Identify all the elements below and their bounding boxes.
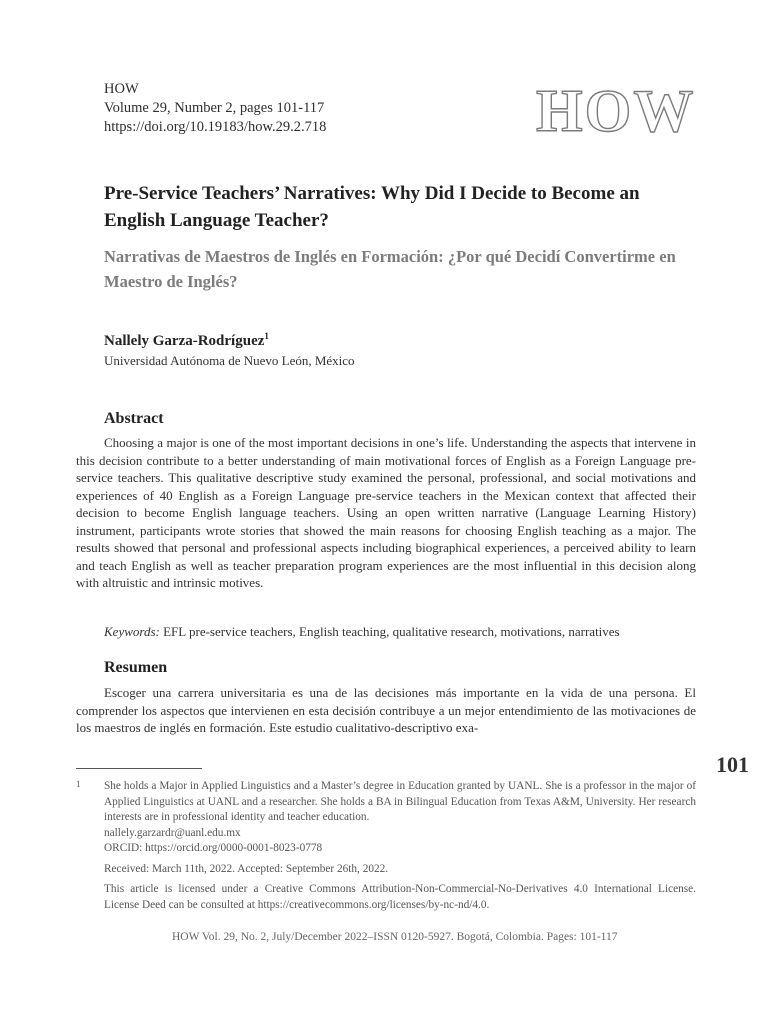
footnote-mark: 1 [76, 779, 81, 789]
footnote-divider [76, 768, 202, 769]
page-number: 101 [716, 752, 749, 777]
journal-name: HOW [104, 81, 139, 97]
author-name-text: Nallely Garza-Rodríguez [104, 333, 265, 349]
keywords-list: EFL pre-service teachers, English teaching, qualitative research, motivations, narratives [163, 624, 620, 639]
resumen-text: Escoger una carrera universitaria es una de las decisiones más importante en la vida de una persona. El comprender los aspectos que intervienen en esta decisión contribuye a un mejor entendimiento de las motivaciones de los maestros de inglés en formación. Este estudio cualitativo-descriptivo exa- [76, 685, 696, 735]
doi-link[interactable]: https://doi.org/10.19183/how.29.2.718 [104, 119, 327, 135]
author-affiliation: Universidad Autónoma de Nuevo León, México [104, 353, 355, 368]
keywords-line [104, 624, 620, 640]
abstract-text: Choosing a major is one of the most important decisions in one’s life. Understanding the aspects that intervene in this decision contribute to a better understanding of main motivational forces of English as a Foreign Language pre-service teachers. This qualitative descriptive study examined the personal, professional, and social motivations and experiences of 40 English as a Foreign Language pre-service teachers in the Mexican context that affected their decision to become English language teachers. Using an open written narrative (Language Learning History) instrument, participants wrote stories that showed the main reasons for choosing English teaching as a major. The results showed that personal and professional aspects including biographical experiences, a perceived ability to learn and teach English as well as teacher preparation program experiences are the most influential in this decision along with altruistic and intrinsic motives. [76, 435, 696, 590]
resumen-heading: Resumen [104, 659, 168, 676]
author-footnote-mark[interactable]: 1 [264, 331, 269, 341]
footnote-email[interactable]: nallely.garzardr@uanl.edu.mx [104, 826, 241, 839]
journal-header [104, 80, 326, 137]
article-subtitle: Narrativas de Maestros de Inglés en Formación: ¿Por qué Decidí Convertirme en Maestro de Inglés? [104, 247, 676, 291]
volume-info: Volume 29, Number 2, pages 101-117 [104, 100, 325, 116]
footnote-bio: She holds a Major in Applied Linguistics and a Master’s degree in Education granted by UANL. She is a professor in the major of Applied Linguistics at UANL and a researcher. She holds a BA in Bilingual Education from Texas A&M, University. Her research interests are in professional identity and teacher education. [104, 780, 696, 823]
page-footer: HOW Vol. 29, No. 2, July/December 2022–ISSN 0120-5927. Bogotá, Colombia. Pages: 101-117 [172, 931, 618, 943]
how-logo: HOW [536, 78, 696, 144]
article-title: Pre-Service Teachers’ Narratives: Why Did I Decide to Become an English Language Teacher? [104, 183, 640, 231]
keywords-label: Keywords: [104, 624, 160, 639]
author-name [104, 331, 269, 350]
abstract-heading: Abstract [104, 410, 164, 427]
footnote-license: This article is licensed under a Creative Commons Attribution-Non-Commercial-No-Derivatives 4.0 International License. License Deed can be consulted at https://creativecommons.org/licenses/by-nc-nd/4.0. [104, 883, 696, 911]
footnote [104, 779, 696, 913]
footnote-orcid[interactable]: ORCID: https://orcid.org/0000-0001-8023-0778 [104, 842, 323, 854]
footnote-dates: Received: March 11th, 2022. Accepted: September 26th, 2022. [104, 862, 389, 875]
